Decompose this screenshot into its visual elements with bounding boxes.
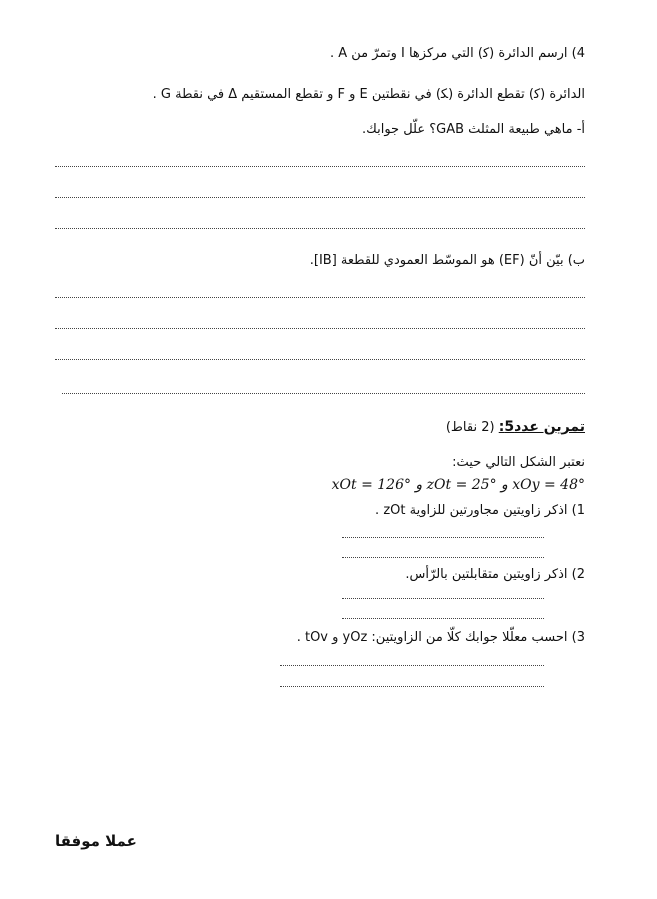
ex5-q3: 3) احسب معلّلا جوابك كلّا من الزاويتين: yOz و tOv . [296,630,585,645]
answer-line [62,393,585,394]
answer-line [280,665,544,666]
answer-line [342,537,544,538]
answer-line [55,166,585,167]
answer-line [342,618,544,619]
q4-part-b: ب) بيّن أنّ (EF) هو الموسّط العمودي للقطعة [IB]. [309,253,585,268]
q4-description: الدائرة (ﮐ) تقطع الدائرة (ﮑ) في نقطتين E و F و تقطع المستقيم Δ في نقطة G . [152,87,585,102]
exercise-5-heading [446,419,585,435]
answer-line [55,328,585,329]
exercise-intro: نعتبر الشكل التالي حيث: [452,455,585,470]
ex5-q1: 1) اذكر زاويتين مجاورتين للزاوية zOt . [375,503,585,518]
answer-line [280,686,544,687]
q4-part-a: أ- ماهي طبيعة المثلث GAB؟ علّل جوابك. [362,122,585,137]
closing-note: عملا موفقا [55,832,137,850]
given-angles: xOy = 48° و zOt = 25° و xOt = 126° [331,477,585,493]
answer-line [55,297,585,298]
exercise-title: تمرين عدد5: [498,419,585,435]
q4-item: 4) ارسم الدائرة (ﮐ) التي مركزها I وتمرّ من A . [329,46,585,61]
exercise-points: (2 نقاط) [445,420,495,435]
answer-line [55,197,585,198]
ex5-q2: 2) اذكر زاويتين متقابلتين بالرّأس. [405,567,585,582]
answer-line [55,359,585,360]
answer-line [55,228,585,229]
answer-line [342,598,544,599]
answer-line [342,557,544,558]
